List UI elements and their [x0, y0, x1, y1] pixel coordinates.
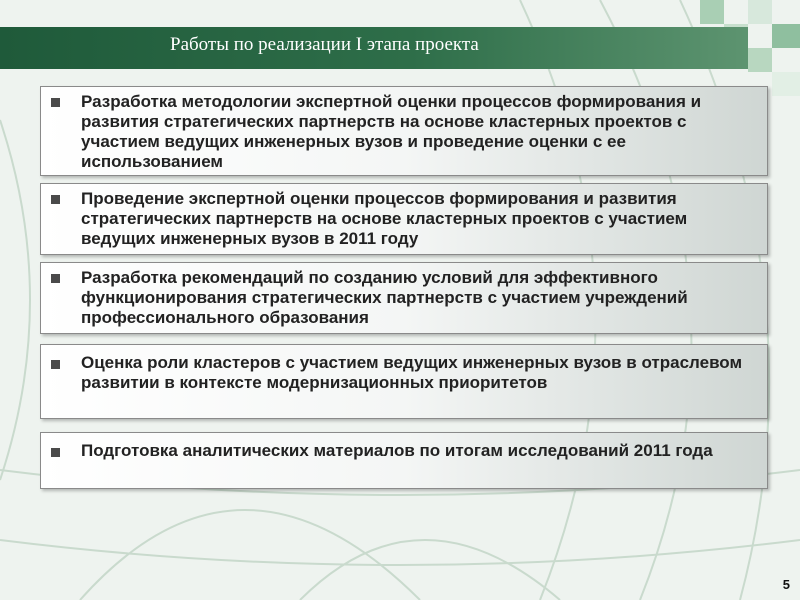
page-number: 5 — [782, 577, 790, 592]
decorative-square — [700, 0, 724, 24]
bullet-icon — [51, 98, 60, 107]
list-item — [40, 86, 768, 176]
decorative-square — [748, 0, 772, 24]
bullet-icon — [51, 360, 60, 369]
slide-title: Работы по реализации I этапа проекта — [170, 34, 479, 55]
list-item — [40, 262, 768, 334]
bullet-icon — [51, 195, 60, 204]
list-item-text: Разработка методологии экспертной оценки процессов формирования и развития стратегических партнерств на основе кластерных проектов с участием ведущих инженерных вузов и проведение оценки с ее использованием — [81, 92, 702, 171]
bullet-icon — [51, 448, 60, 457]
decorative-square — [748, 48, 772, 72]
list-item-text: Разработка рекомендаций по созданию условий для эффективного функционирования стратегических партнерств с участием учреждений профессионального образования — [81, 268, 688, 327]
bullet-icon — [51, 274, 60, 283]
list-item-text: Проведение экспертной оценки процессов формирования и развития стратегических партнерств на основе кластерных проектов с участием ведущих инженерных вузов в 2011 году — [81, 189, 688, 248]
decorative-square — [772, 72, 800, 96]
list-item — [40, 432, 768, 489]
list-item-text: Подготовка аналитических материалов по итогам исследований 2011 года — [81, 441, 713, 460]
list-item — [40, 183, 768, 255]
list-item — [40, 344, 768, 419]
decorative-square — [772, 24, 800, 48]
list-item-text: Оценка роли кластеров с участием ведущих инженерных вузов в отраслевом развитии в контексте модернизационных приоритетов — [81, 353, 743, 392]
